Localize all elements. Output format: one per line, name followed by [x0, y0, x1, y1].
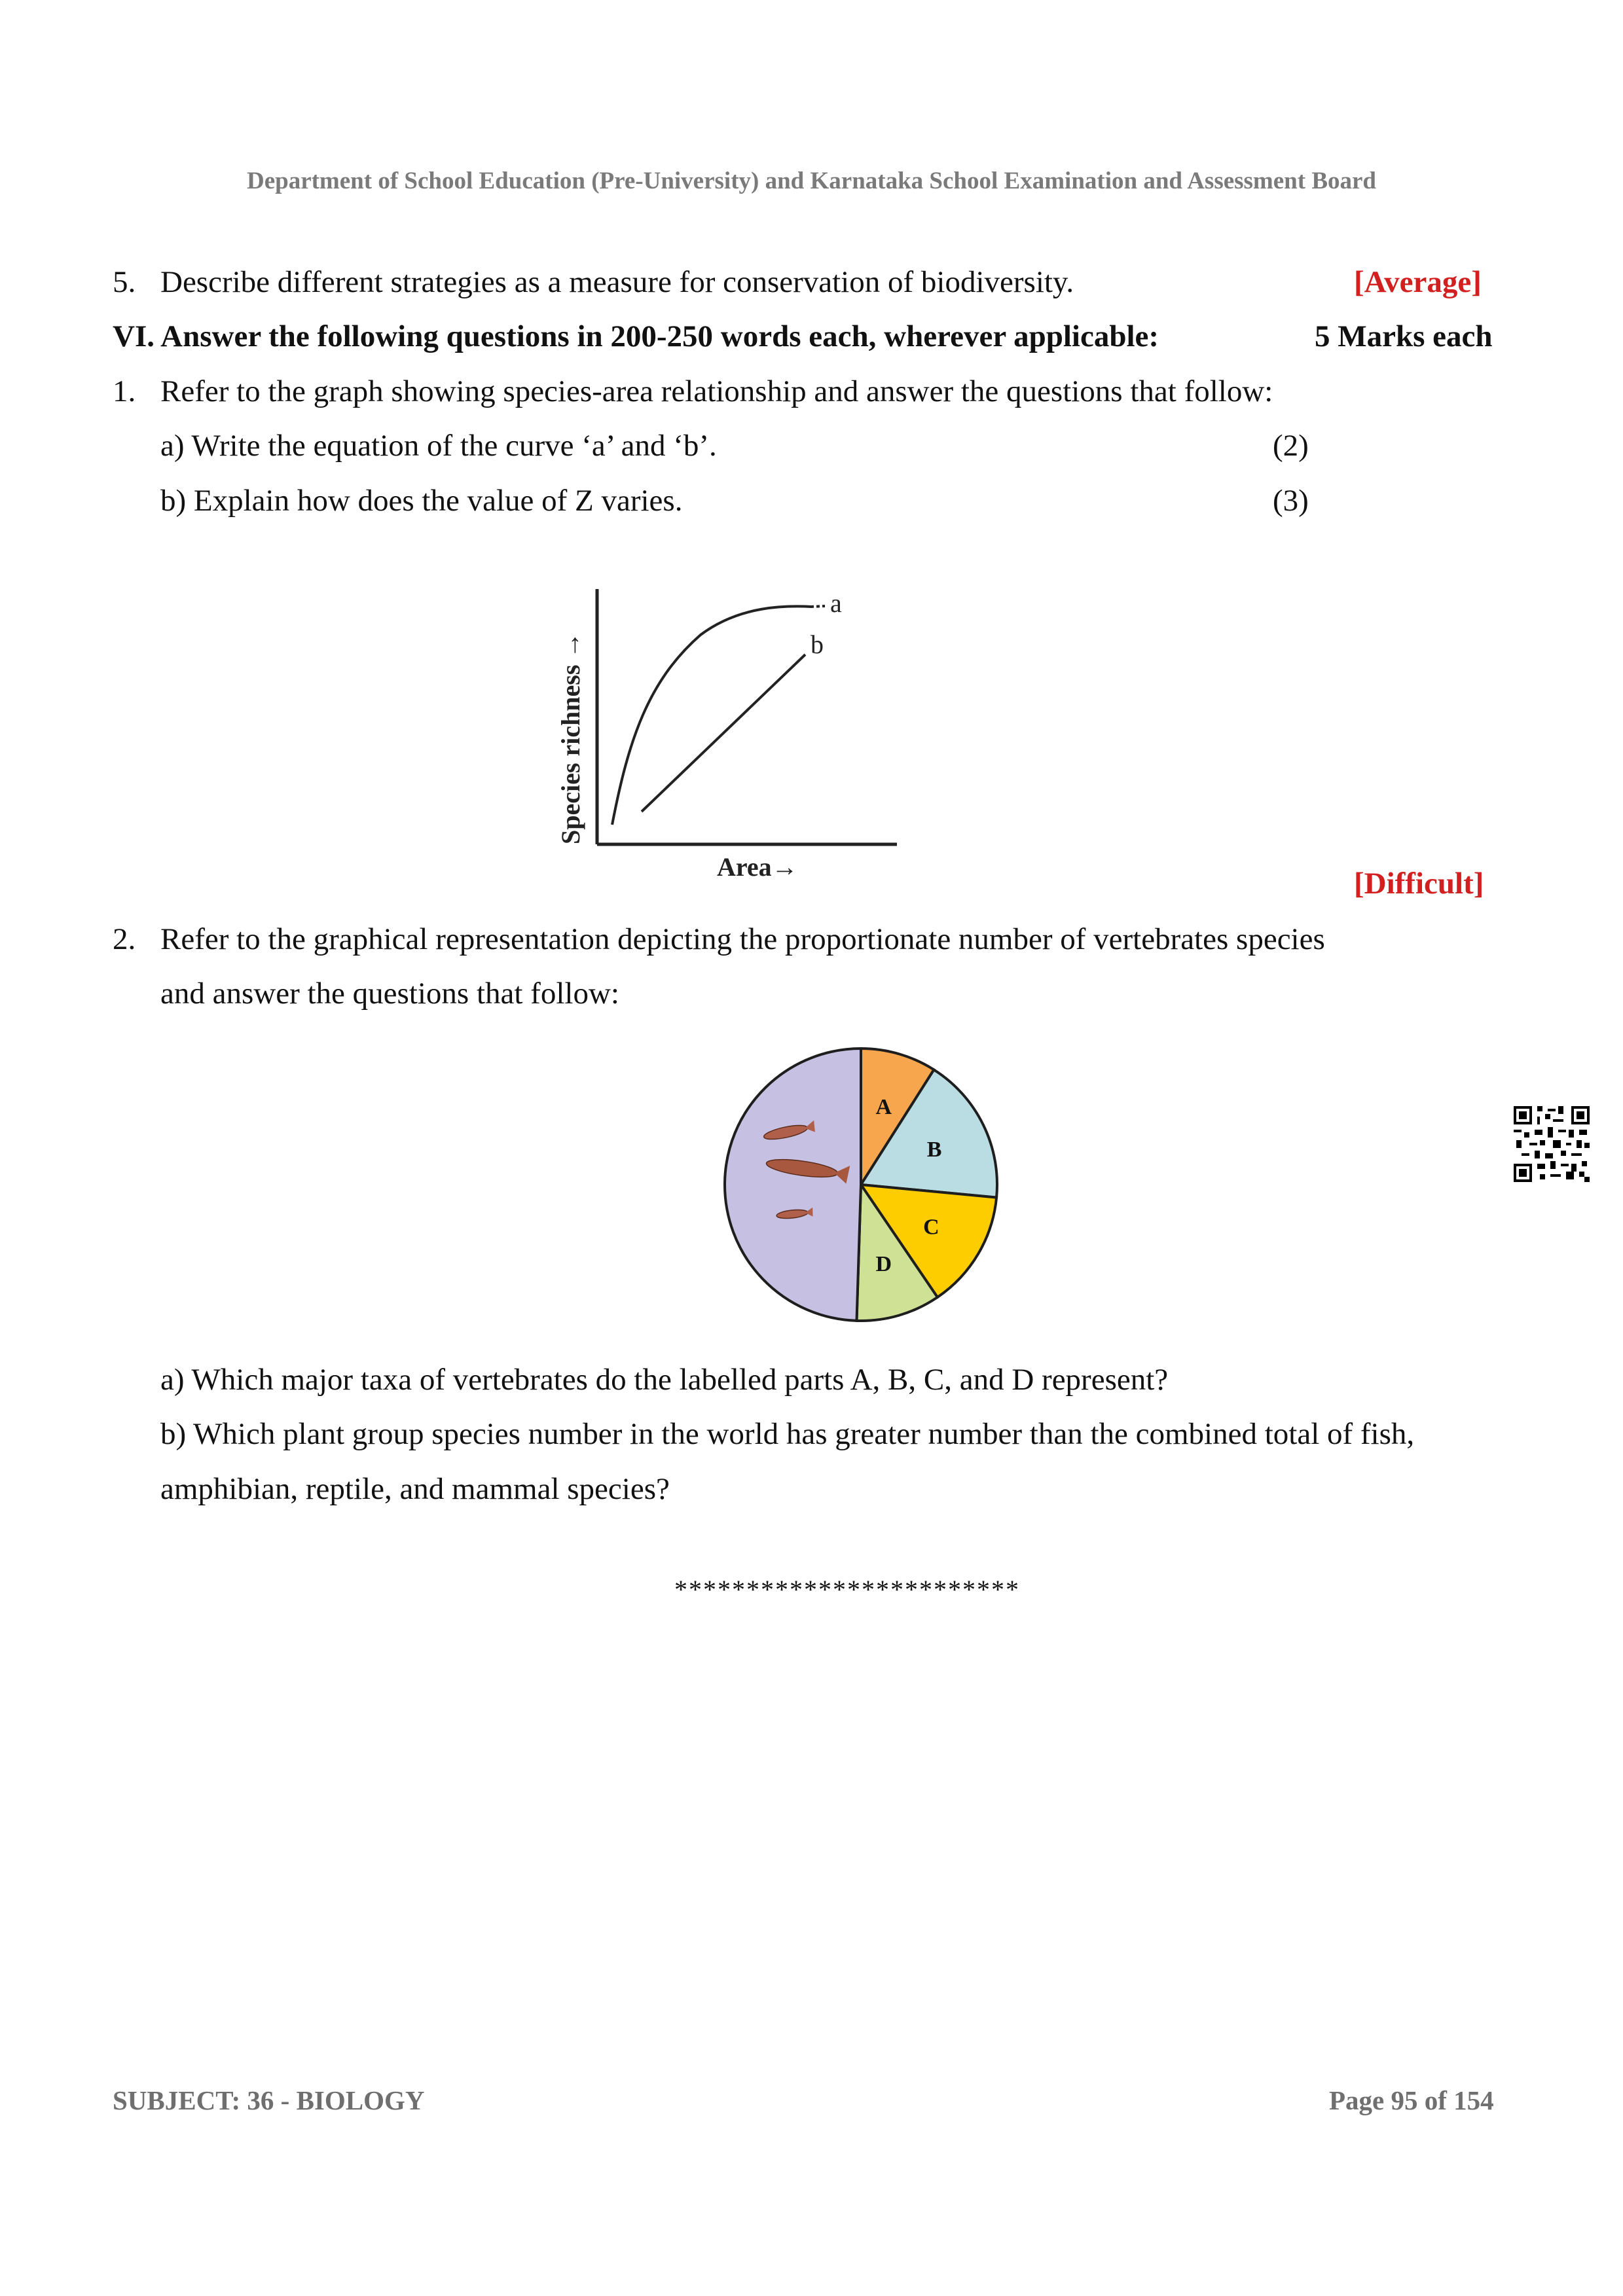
q2-number: 2.: [113, 922, 136, 956]
species-area-graph: [550, 569, 903, 884]
q1-part-b: b) Explain how does the value of Z varies.: [160, 484, 683, 518]
curve-b-label: b: [811, 630, 824, 659]
section-marks: 5 Marks each: [1315, 319, 1493, 353]
pie-label-a: A: [875, 1095, 892, 1120]
q2-text-line2: and answer the questions that follow:: [160, 977, 619, 1011]
q1-part-a-marks: (2): [1273, 429, 1309, 463]
q2-part-a: a) Which major taxa of vertebrates do the labelled parts A, B, C, and D represent?: [160, 1363, 1169, 1397]
pie-label-c: C: [923, 1215, 939, 1240]
footer-subject: SUBJECT: 36 - BIOLOGY: [113, 2085, 425, 2115]
vertebrate-pie-chart: [714, 1037, 1008, 1332]
end-divider: ************************: [674, 1575, 1020, 1604]
q1-text: Refer to the graph showing species-area relationship and answer the questions that follow:: [160, 374, 1273, 408]
curve-b: [642, 655, 805, 812]
pie-label-d: D: [875, 1251, 892, 1276]
pie-slice-fish: [725, 1049, 861, 1321]
graph-y-label: Species richness →: [556, 632, 585, 844]
q2-part-b-line1: b) Which plant group species number in the world has greater number than the combined total of fish,: [160, 1417, 1415, 1451]
curve-a-label: a: [830, 588, 842, 618]
q2-part-b-line2: amphibian, reptile, and mammal species?: [160, 1472, 670, 1506]
graph-x-label: Area→: [717, 852, 798, 882]
q5-text: Describe different strategies as a measure for conservation of biodiversity.: [160, 265, 1074, 299]
q5-difficulty: [Average]: [1354, 265, 1482, 299]
q5-number: 5.: [113, 265, 136, 299]
page-header: Department of School Education (Pre-University) and Karnataka School Examination and Assessment Board: [246, 168, 1377, 194]
curve-a: [612, 606, 812, 825]
pie-label-b: B: [926, 1138, 942, 1162]
qr-code: [1514, 1106, 1590, 1182]
q1-difficulty: [Difficult]: [1354, 867, 1484, 901]
q2-text-line1: Refer to the graphical representation depicting the proportionate number of vertebrates species: [160, 922, 1325, 956]
q1-part-b-marks: (3): [1273, 484, 1309, 518]
q1-number: 1.: [113, 374, 136, 408]
section-title: VI. Answer the following questions in 200-250 words each, wherever applicable:: [113, 319, 1159, 353]
curve-a-tail: [811, 606, 825, 607]
q1-part-a: a) Write the equation of the curve ‘a’ and ‘b’.: [160, 429, 717, 463]
footer-page-number: Page 95 of 154: [1329, 2085, 1494, 2115]
